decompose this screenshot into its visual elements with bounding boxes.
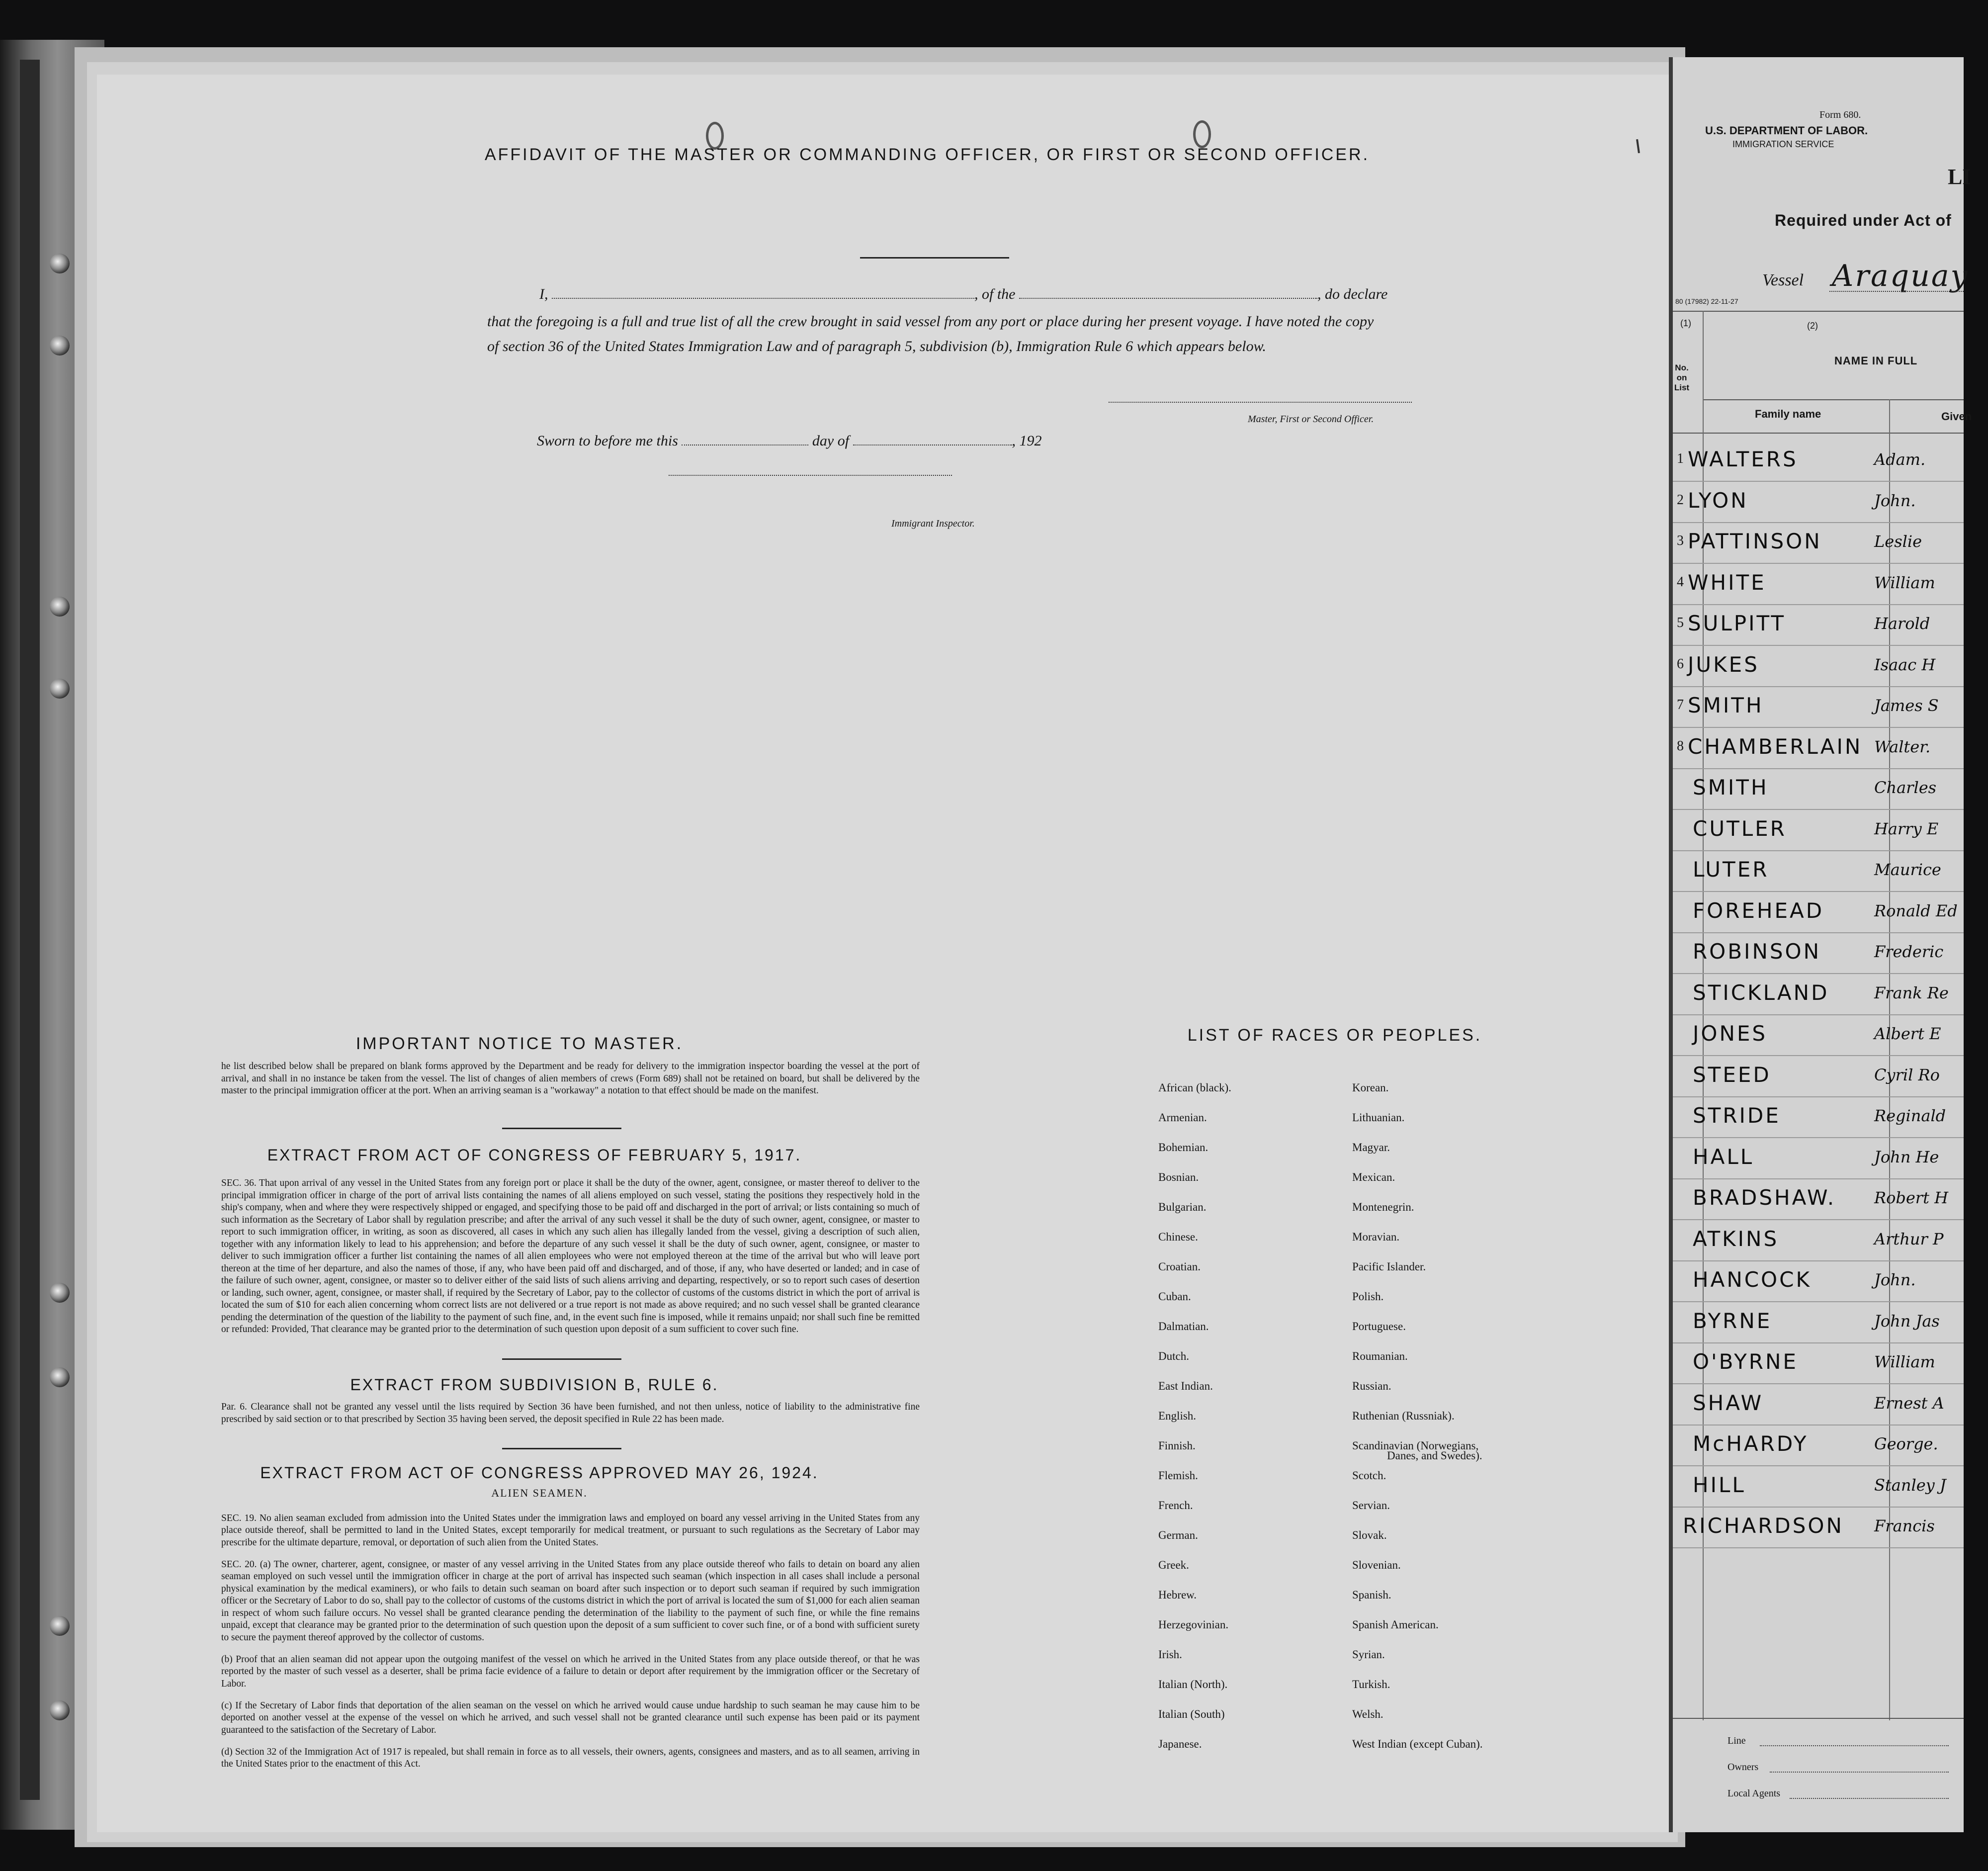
given-name-cell: Adam. (1874, 450, 1926, 469)
given-name-cell: John He (1874, 1147, 1939, 1166)
given-name-cell: John. (1874, 491, 1916, 510)
family-name-cell: JUKES (1688, 652, 1759, 677)
race-item: Lithuanian. (1352, 1111, 1405, 1124)
given-name-cell: Frank Re (1874, 983, 1949, 1002)
race-item: Servian. (1352, 1499, 1390, 1512)
header-rule (1673, 311, 1964, 312)
row-number: 4 (1677, 574, 1684, 590)
year-label: , 192 (1012, 433, 1042, 449)
race-item: English. (1158, 1410, 1197, 1422)
race-item: Scotch. (1352, 1469, 1386, 1482)
given-name-cell: Robert H (1874, 1188, 1949, 1207)
family-name-cell: WHITE (1688, 570, 1766, 595)
row-rule (1673, 1096, 1964, 1097)
given-name-cell: Isaac H (1874, 655, 1936, 674)
race-item: Herzegovinian. (1158, 1618, 1229, 1631)
row-rule (1673, 1465, 1964, 1466)
family-name-cell: ATKINS (1693, 1226, 1779, 1251)
races-title: LIST OF RACES OR PEOPLES. (1187, 1026, 1482, 1045)
row-rule (1673, 604, 1964, 605)
pencil-mark (1636, 139, 1640, 153)
family-name-cell: CUTLER (1693, 816, 1787, 841)
notice-text: he list described below shall be prepared on blank forms approved by the Department and be ready for delivery to the immigration inspector boarding the vessel at the port of arrival, and shall in no instance be taken from the vessel. The list of changes of alien members of crews (Form 689) shall not be retained on board, but shall be delivered by the master to the principal immigration officer at the port. When an arriving seaman is a "workaway" a notation to that effect should be made on the manifest. (221, 1061, 920, 1096)
family-name-cell: HANCOCK (1693, 1267, 1812, 1292)
given-name-cell: Harry E (1874, 819, 1939, 838)
do-declare-label: , do declare (1317, 286, 1388, 302)
race-item: French. (1158, 1499, 1193, 1512)
vessel-blank[interactable] (1019, 286, 1317, 299)
given-name-cell: Walter. (1874, 737, 1931, 756)
extract-1924-title: EXTRACT FROM ACT OF CONGRESS APPROVED MAY 26, 1924. (260, 1464, 819, 1482)
row-rule (1673, 686, 1964, 687)
race-item: Cuban. (1158, 1290, 1191, 1303)
row-rule (1673, 1260, 1964, 1261)
race-continuation: Danes, and Swedes). (1387, 1449, 1482, 1462)
notice-title: IMPORTANT NOTICE TO MASTER. (355, 1034, 684, 1053)
given-name-cell: William (1874, 573, 1935, 592)
of-the-label: , of the (974, 286, 1016, 302)
col1-number: (1) (1680, 318, 1691, 328)
family-name-cell: SMITH (1688, 693, 1764, 717)
race-item: Syrian. (1352, 1648, 1385, 1661)
affidavit-body: that the foregoing is a full and true list of all the crew brought in said vessel from any port or place during her present voyage. I have noted the copy of section 36 of the United States Immigration Law and of paragraph 5, subdivision (b), Immigration Rule 6 which appears below. (487, 313, 1374, 355)
binder-ring (50, 679, 70, 699)
owners-label: Owners (1728, 1762, 1759, 1773)
family-name-cell: SMITH (1693, 775, 1769, 800)
race-item: East Indian. (1158, 1380, 1213, 1392)
family-name-cell: BYRNE (1693, 1308, 1772, 1333)
binder-ring (50, 1616, 70, 1636)
row-rule (1673, 522, 1964, 523)
row-rule (1673, 1137, 1964, 1138)
row-rule (1673, 932, 1964, 933)
binder-ring (50, 597, 70, 617)
given-name-cell: Charles (1874, 778, 1937, 797)
month-blank[interactable] (853, 433, 1012, 445)
binder-ring (50, 1283, 70, 1303)
line-field[interactable] (1760, 1745, 1949, 1746)
family-name-cell: STEED (1693, 1062, 1771, 1087)
race-item: Portuguese. (1352, 1320, 1406, 1333)
family-name-cell: RICHARDSON (1683, 1514, 1844, 1538)
race-item: Flemish. (1158, 1469, 1198, 1482)
title-rule (860, 257, 1009, 259)
extract-rule6-text: Par. 6. Clearance shall not be granted any vessel until the lists required by Section 36 have been furnished, and not then unless, notice of liability to the administrative fine prescribed by said section or to that prescribed by Section 35 having been served, the deposit specified in Rule 22 has been made. (221, 1402, 920, 1425)
family-name-cell: STICKLAND (1693, 980, 1829, 1005)
family-name-heading: Family name (1755, 408, 1821, 420)
given-name-cell: Albert E (1874, 1024, 1941, 1043)
required-under-label: Required under Act of (1775, 211, 1952, 229)
extract-paragraph: SEC. 19. No alien seaman excluded from admission into the United States under the immigration laws and employed on board any vessel arriving in the United States from any place outside thereof, shall be permitted to land in the United States, except temporarily for medical treatment, or pursuant to such regulations as the Secretary of Labor may prescribe for the ultimate departure, removal, or deportation of such alien from the United States. (221, 1513, 920, 1548)
race-item: Japanese. (1158, 1738, 1202, 1750)
race-item: West Indian (except Cuban). (1352, 1738, 1483, 1750)
row-number: 3 (1677, 533, 1684, 548)
race-item: Moravian. (1352, 1231, 1400, 1243)
race-item: Magyar. (1352, 1141, 1390, 1154)
family-name-cell: BRADSHAW. (1693, 1185, 1836, 1210)
given-name-cell: Maurice (1874, 860, 1941, 879)
inspector-caption: Immigrant Inspector. (891, 518, 975, 529)
binder-ring (50, 254, 70, 273)
punch-hole (1193, 120, 1211, 148)
given-name-cell: John Jas (1874, 1311, 1940, 1331)
row-number: 8 (1677, 738, 1684, 754)
list-heading-letters: LI (1948, 165, 1971, 189)
given-name-cell: Stanley J (1874, 1475, 1946, 1495)
given-name-cell: Francis (1874, 1516, 1935, 1535)
i-label: I, (539, 286, 548, 302)
local-agents-field[interactable] (1790, 1798, 1949, 1799)
given-name-cell: John. (1874, 1270, 1916, 1289)
family-name-cell: HALL (1693, 1144, 1754, 1169)
given-name-cell: Ernest A (1874, 1393, 1944, 1413)
row-rule (1673, 1383, 1964, 1384)
race-item: Bosnian. (1158, 1171, 1199, 1183)
race-item: Slovak. (1352, 1529, 1387, 1541)
race-item: Italian (North). (1158, 1678, 1228, 1691)
sworn-label: Sworn to before me this (537, 433, 678, 449)
given-name-cell: Reginald (1874, 1106, 1946, 1125)
row-rule (1673, 1014, 1964, 1015)
local-agents-label: Local Agents (1728, 1788, 1781, 1799)
race-item: Polish. (1352, 1290, 1384, 1303)
family-name-cell: SHAW (1693, 1390, 1764, 1415)
signature-caption: Master, First or Second Officer. (1248, 414, 1374, 425)
section-rule (502, 1128, 621, 1129)
family-name-cell: FOREHEAD (1693, 898, 1824, 923)
race-item: Montenegrin. (1352, 1201, 1414, 1213)
race-item: Mexican. (1352, 1171, 1395, 1183)
race-item: Slovenian. (1352, 1559, 1401, 1571)
given-name-cell: William (1874, 1352, 1935, 1371)
vessel-label: Vessel (1762, 271, 1804, 289)
row-rule (1673, 1178, 1964, 1179)
row-number: 5 (1677, 615, 1684, 630)
race-item: Bulgarian. (1158, 1201, 1207, 1213)
affidavit-declaration-line (539, 286, 1387, 303)
race-item: Croatian. (1158, 1260, 1201, 1273)
extract-paragraph: (b) Proof that an alien seaman did not appear upon the outgoing manifest of the vessel on which he arrived in the United States from any place outside thereof, or that he was reported by the master of such vessel as a deserter, shall be prima facie evidence of a failure to detain or deport after requirement by the immigration officer or the Secretary of Labor. (221, 1654, 920, 1689)
line-label: Line (1728, 1735, 1746, 1746)
race-item: Roumanian. (1352, 1350, 1408, 1362)
form-edge (1669, 57, 1673, 1832)
family-name-cell: HILL (1693, 1472, 1746, 1497)
given-name-cell: Ronald Ed (1874, 901, 1958, 920)
row-rule (1673, 1301, 1964, 1302)
race-item: Greek. (1158, 1559, 1189, 1571)
column-head-rule (1673, 433, 1964, 434)
race-item: Ruthenian (Russniak). (1352, 1410, 1455, 1422)
race-item: Spanish American. (1352, 1618, 1439, 1631)
given-name-heading: Given (1941, 410, 1972, 423)
print-code: 80 (17982) 22-11-27 (1675, 297, 1738, 305)
extract-paragraph: (c) If the Secretary of Labor finds that deportation of the alien seaman on the vessel on which he arrived would cause undue hardship to such seaman he may cause him to be deported on another vessel at the expense of the vessel on which he arrived, and such vessel shall not be granted clearance until such expense has been paid or its payment guaranteed to the satisfaction of the Secretary of Labor. (221, 1700, 920, 1735)
race-item: Armenian. (1158, 1111, 1207, 1124)
sworn-line (537, 433, 1042, 449)
vessel-name: Araquay (1832, 259, 1969, 293)
service-label: IMMIGRATION SERVICE (1732, 139, 1834, 149)
row-rule (1673, 563, 1964, 564)
given-name-cell: Cyril Ro (1874, 1065, 1940, 1084)
name-in-full-heading: NAME IN FULL (1834, 355, 1918, 367)
col1-heading: No. on List (1674, 363, 1690, 392)
family-name-cell: CHAMBERLAIN (1688, 734, 1863, 759)
section-rule (502, 1358, 621, 1360)
extract-1917-title: EXTRACT FROM ACT OF CONGRESS OF FEBRUARY 5, 1917. (267, 1146, 802, 1164)
row-number: 7 (1677, 697, 1684, 713)
given-name-cell: Harold (1874, 614, 1930, 633)
race-item: Hebrew. (1158, 1589, 1197, 1601)
row-rule (1673, 850, 1964, 851)
name-blank[interactable] (552, 286, 974, 299)
family-name-cell: SULPITT (1688, 611, 1786, 635)
owners-field[interactable] (1770, 1772, 1949, 1773)
signature-line[interactable] (1109, 402, 1412, 403)
given-name-cell: George. (1874, 1434, 1938, 1453)
row-number: 1 (1677, 451, 1684, 466)
family-name-cell: PATTINSON (1688, 529, 1822, 553)
race-item: Pacific Islander. (1352, 1260, 1426, 1273)
family-name-cell: STRIDE (1693, 1103, 1781, 1128)
binder-ring (50, 1700, 70, 1720)
family-name-cell: JONES (1693, 1021, 1768, 1046)
row-rule (1673, 481, 1964, 482)
race-item: Italian (South) (1158, 1708, 1225, 1720)
row-rule (1673, 891, 1964, 892)
given-name-cell: Arthur P (1874, 1229, 1944, 1248)
section-rule (502, 1448, 621, 1449)
row-rule (1673, 1507, 1964, 1508)
family-name-cell: LYON (1688, 488, 1748, 513)
row-rule (1673, 768, 1964, 769)
family-name-cell: O'BYRNE (1693, 1349, 1798, 1374)
row-number: 6 (1677, 656, 1684, 672)
family-name-cell: ROBINSON (1693, 939, 1821, 964)
affidavit-title: AFFIDAVIT OF THE MASTER OR COMMANDING OFFICER, OR FIRST OR SECOND OFFICER. (484, 145, 1370, 164)
day-of-label: day of (812, 433, 850, 449)
binder-ring (50, 336, 70, 356)
race-item: German. (1158, 1529, 1198, 1541)
form-number: Form 680. (1819, 109, 1861, 120)
binder-ring (50, 1367, 70, 1387)
row-rule (1673, 1219, 1964, 1220)
race-item: Turkish. (1352, 1678, 1390, 1691)
family-name-cell: LUTER (1693, 857, 1769, 882)
row-rule (1673, 1055, 1964, 1056)
col2-number: (2) (1807, 321, 1818, 331)
row-rule (1673, 973, 1964, 974)
race-item: Spanish. (1352, 1589, 1391, 1601)
row-rule (1673, 727, 1964, 728)
extract-paragraph: (d) Section 32 of the Immigration Act of 1917 is repealed, but shall remain in force as to all vessels, their owners, agents, consignees and masters, and as to all seamen, arriving in the United States prior to the enactment of this Act. (221, 1746, 920, 1769)
race-item: Russian. (1352, 1380, 1391, 1392)
race-item: Welsh. (1352, 1708, 1383, 1720)
row-rule (1673, 1547, 1964, 1548)
family-name-cell: WALTERS (1688, 447, 1798, 471)
row-rule (1673, 1425, 1964, 1426)
binder-strip (20, 60, 40, 1800)
row-rule (1673, 645, 1964, 646)
race-item: Scandinavian (Norwegians, (1352, 1439, 1479, 1452)
extract-1917-text: SEC. 36. That upon arrival of any vessel in the United States from any foreign port or place it shall be the duty of the owner, agent, consignee, or master thereof to deliver to the principal immigration officer in charge of the port of arrival lists containing the names of all aliens employed on such vessel, stating the positions they respectively hold in the ship's company, when and where they were respectively shipped or engaged, and specifying those to be paid off and discharged in the port of arrival; or lists containing so much of such information as the Secretary of Labor shall by regulation prescribe; and after the arrival of any such vessel it shall be the duty of such owner, agent, consignee, or master to report to such immigration officer, in writing, as soon as discovered, all cases in which any such alien has illegally landed from the vessel, giving a description of such alien, together with any information likely to lead to his apprehension; and before the departure of any such vessel it shall be the duty of such owner, agent, consignee, or master to deliver to such immigration officer a further list containing the names of all alien employees who were not employed thereon at the time of the arrival but who will leave port thereon at the time of her departure, and also the names of those, if any, who have been paid off and discharged, and of those, if any, who have deserted or landed; and in case of the failure of such owner, agent, consignee, or master so to deliver either of the said lists of such aliens arriving and departing, respectively, or so to report such cases of desertion or landing, such owner, agent, consignee, or master shall, if required by the Secretary of Labor, pay to the collector of customs of the customs district in which the port of arrival is located the sum of $10 for each alien concerning whom correct lists are not delivered or a true report is not made as above required; and no such vessel shall be granted clearance pending the determination of the question of the liability to the payment of such fine, and, in the event such fine is imposed, while it remains unpaid; nor shall such fine be remitted or refunded: Provided, That clearance may be granted prior to the determination of such question upon deposit of a sum sufficient to cover such fine. (221, 1178, 920, 1335)
race-item: Bohemian. (1158, 1141, 1209, 1154)
extract-rule6-title: EXTRACT FROM SUBDIVISION B, RULE 6. (350, 1376, 719, 1394)
subheader-rule (1703, 399, 1964, 400)
given-name-cell: James S (1874, 696, 1939, 715)
row-number: 2 (1677, 492, 1684, 508)
alien-seamen-subtitle: ALIEN SEAMEN. (491, 1487, 588, 1499)
inspector-line[interactable] (669, 475, 952, 476)
row-rule (1673, 1342, 1964, 1343)
given-name-cell: Leslie (1874, 532, 1922, 551)
race-item: Chinese. (1158, 1231, 1198, 1243)
race-item: Irish. (1158, 1648, 1182, 1661)
race-item: Finnish. (1158, 1439, 1196, 1452)
date-blank[interactable] (682, 433, 808, 445)
race-item: Dutch. (1158, 1350, 1189, 1362)
race-item: Dalmatian. (1158, 1320, 1209, 1333)
row-rule (1673, 809, 1964, 810)
given-name-cell: Frederic (1874, 942, 1944, 961)
department-label: U.S. DEPARTMENT OF LABOR. (1705, 124, 1868, 137)
family-name-cell: McHARDY (1693, 1431, 1809, 1456)
race-item: Korean. (1352, 1081, 1389, 1094)
footer-rule (1673, 1718, 1964, 1719)
extract-paragraph: SEC. 20. (a) The owner, charterer, agent, consignee, or master of any vessel arriving in the United States from any place outside thereof who fails to detain on board any alien seaman employed on such vessel until the immigration officer in charge at the port of arrival has inspected such seaman (which inspection in all cases shall include a personal physical examination by the medical examiners), or who fails to detain such seaman on board after such inspection or to deport such seaman if required by such immigration officer or the Secretary of Labor to do so, shall pay to the collector of customs of the customs district in which the port of arrival is located the sum of $1,000 for each alien seaman in respect of whom such failure occurs. No vessel shall be granted clearance pending the determination of the liability to the payment of such fine, or while the fine remains unpaid, except that clearance may be granted prior to the determination of such question upon the deposit of a sum sufficient to cover such fine, or of a bond with sufficient surety to secure the payment thereof approved by the collector of customs. (221, 1559, 920, 1643)
extract-1924-text (221, 1503, 920, 1780)
vessel-line (1829, 291, 1964, 292)
race-item: African (black). (1158, 1081, 1231, 1094)
